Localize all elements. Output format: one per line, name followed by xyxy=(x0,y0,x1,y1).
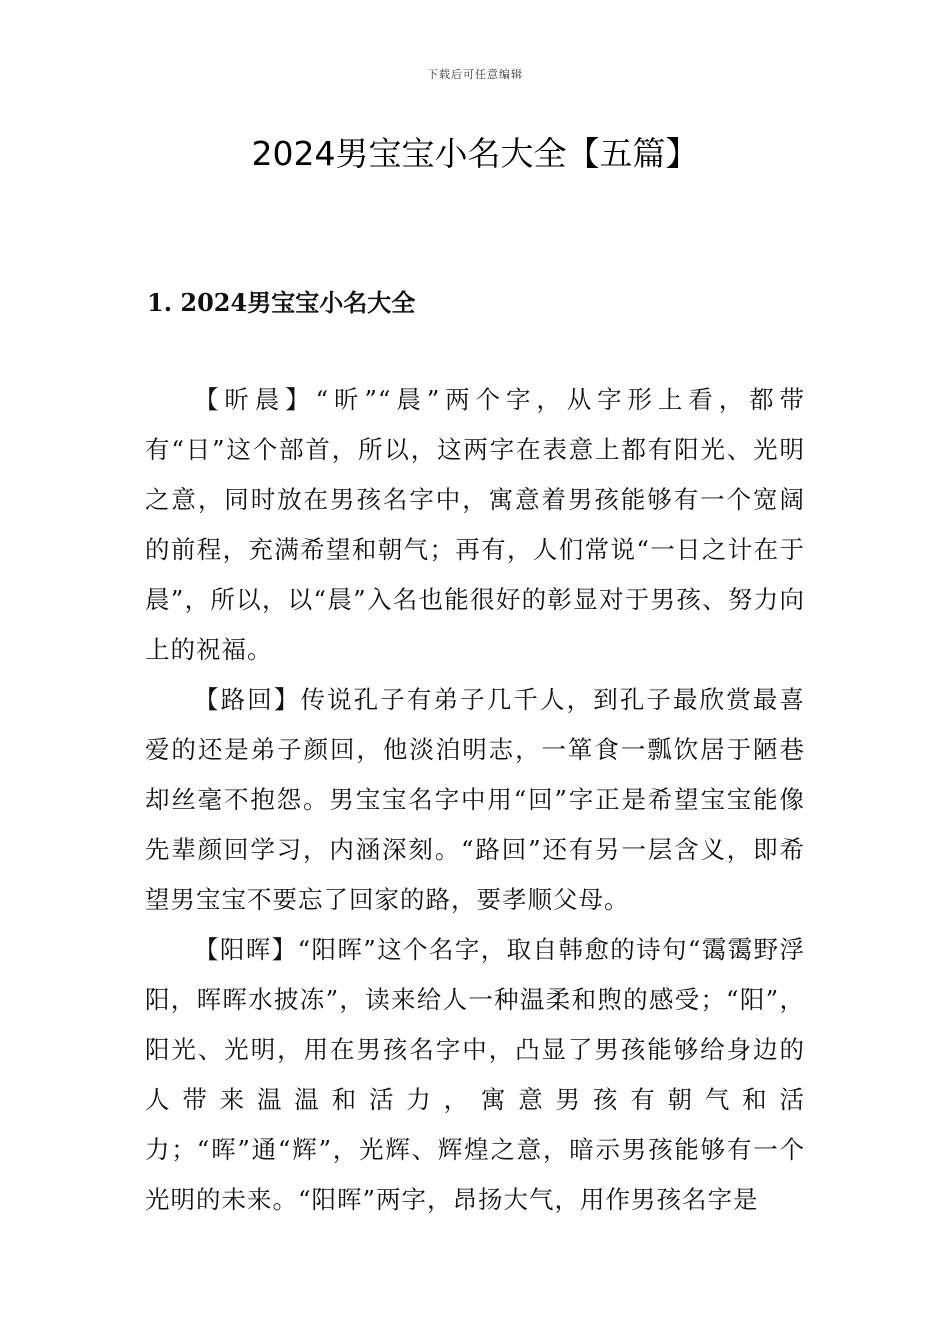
section-heading: 1. 2024男宝宝小名大全 xyxy=(147,288,416,317)
header-note: 下载后可任意编辑 xyxy=(427,68,523,81)
body-text xyxy=(145,375,805,1225)
paragraph-luhui: 【路回】传说孔子有弟子几千人，到孔子最欣赏最喜爱的还是弟子颜回，他淡泊明志，一箪食一瓢饮居于陋巷却丝毫不抱怨。男宝宝名字中用“回”字正是希望宝宝能像先辈颜回学习，内涵深刻。“路回”还有另一层含义，即希望男宝宝不要忘了回家的路，要孝顺父母。 xyxy=(145,685,805,914)
page-title: 2024男宝宝小名大全【五篇】 xyxy=(251,134,699,173)
paragraph-yanghui: 【阳晖】“阳晖”这个名字，取自韩愈的诗句“霭霭野浮阳，晖晖水披冻”，读来给人一种温柔和煦的感受；“阳”，阳光、光明，用在男孩名字中，凸显了男孩能够给身边的人带来温温和活力，寓意男孩有朝气和活力；“晖”通“辉”，光辉、辉煌之意，暗示男孩能够有一个光明的未来。“阳晖”两字，昂扬大气，用作男孩名字是 xyxy=(145,935,805,1214)
paragraph-xinchen: 【昕晨】“昕”“晨”两个字，从字形上看，都带有“日”这个部首，所以，这两字在表意上都有阳光、光明之意，同时放在男孩名字中，寓意着男孩能够有一个宽阔的前程，充满希望和朝气；再有，人们常说“一日之计在于晨”，所以，以“晨”入名也能很好的彰显对于男孩、努力向上的祝福。 xyxy=(145,385,805,664)
